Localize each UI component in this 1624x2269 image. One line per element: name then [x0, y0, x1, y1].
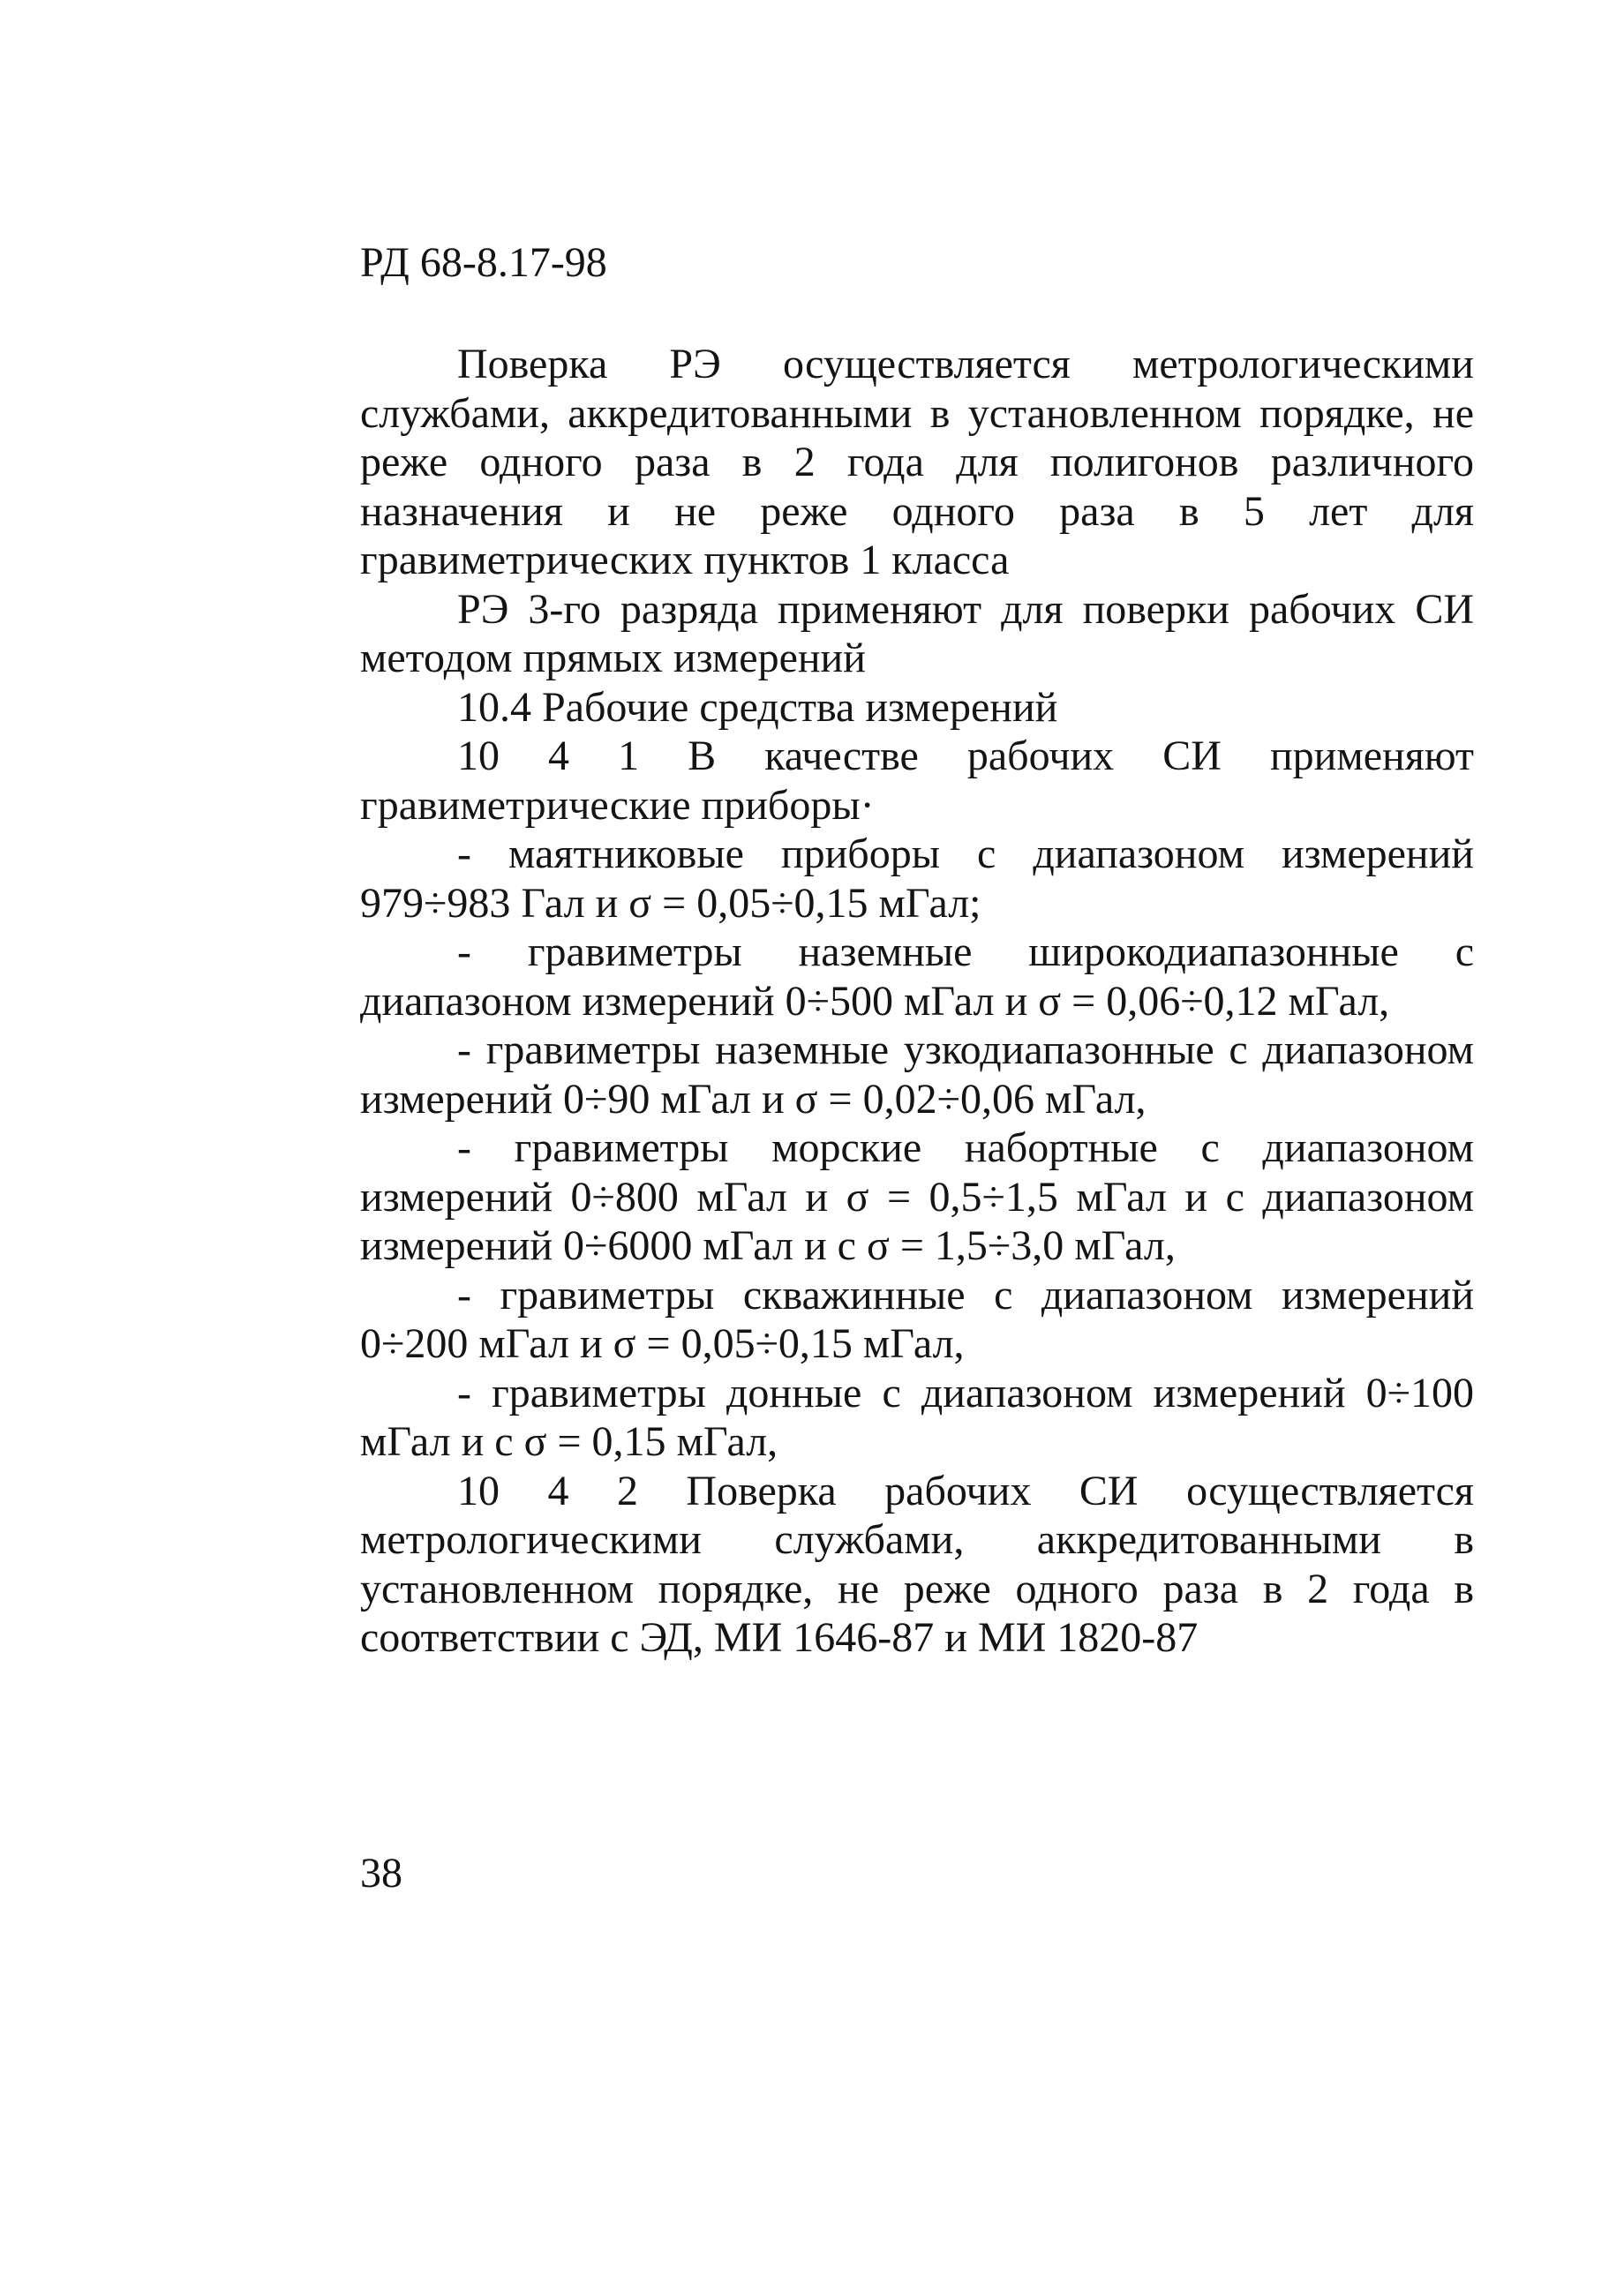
document-code: РД 68-8.17-98	[360, 239, 607, 286]
list-item-marine-gravimeters: - гравиметры морские набортные с диапазоном измерений 0÷800 мГал и σ = 0,5÷1,5 мГал и с диапазоном измерений 0÷6000 мГал и с σ = 1,5÷3,0 мГал,	[360, 1124, 1474, 1269]
paragraph-verification-re: Поверка РЭ осуществляется метрологическими службами, аккредитованными в установленном порядке, не реже одного раза в 2 года для полигонов различного назначения и не реже одного раза в 5 лет для гравиметрических пунктов 1 класса	[360, 341, 1474, 583]
body-text	[360, 340, 1474, 1663]
paragraph-re-3rd-grade: РЭ 3-го разряда применяют для поверки рабочих СИ методом прямых измерений	[360, 585, 1474, 681]
list-item-ground-narrowband-gravimeters: - гравиметры наземные узкодиапазонные с диапазоном измерений 0÷90 мГал и σ = 0,02÷0,06 мГал,	[360, 1026, 1474, 1123]
paragraph-10-4-1: 10 4 1 В качестве рабочих СИ применяют гравиметрические приборы·	[360, 733, 1474, 829]
list-item-borehole-gravimeters: - гравиметры скважинные с диапазоном измерений 0÷200 мГал и σ = 0,05÷0,15 мГал,	[360, 1271, 1474, 1367]
page-number: 38	[360, 1850, 402, 1897]
list-item-bottom-gravimeters: - гравиметры донные с диапазоном измерений 0÷100 мГал и с σ = 0,15 мГал,	[360, 1369, 1474, 1465]
section-heading-10-4: 10.4 Рабочие средства измерений	[457, 683, 1058, 731]
list-item-ground-wideband-gravimeters: - гравиметры наземные широкодиапазонные с диапазоном измерений 0÷500 мГал и σ = 0,06÷0,12 мГал,	[360, 928, 1474, 1025]
list-item-pendulum-instruments: - маятниковые приборы с диапазоном измерений 979÷983 Гал и σ = 0,05÷0,15 мГал;	[360, 830, 1474, 927]
paragraph-10-4-2: 10 4 2 Поверка рабочих СИ осуществляется метрологическими службами, аккредитованными в установленном порядке, не реже одного раза в 2 года в соответствии с ЭД, МИ 1646-87 и МИ 1820-87	[360, 1467, 1474, 1661]
